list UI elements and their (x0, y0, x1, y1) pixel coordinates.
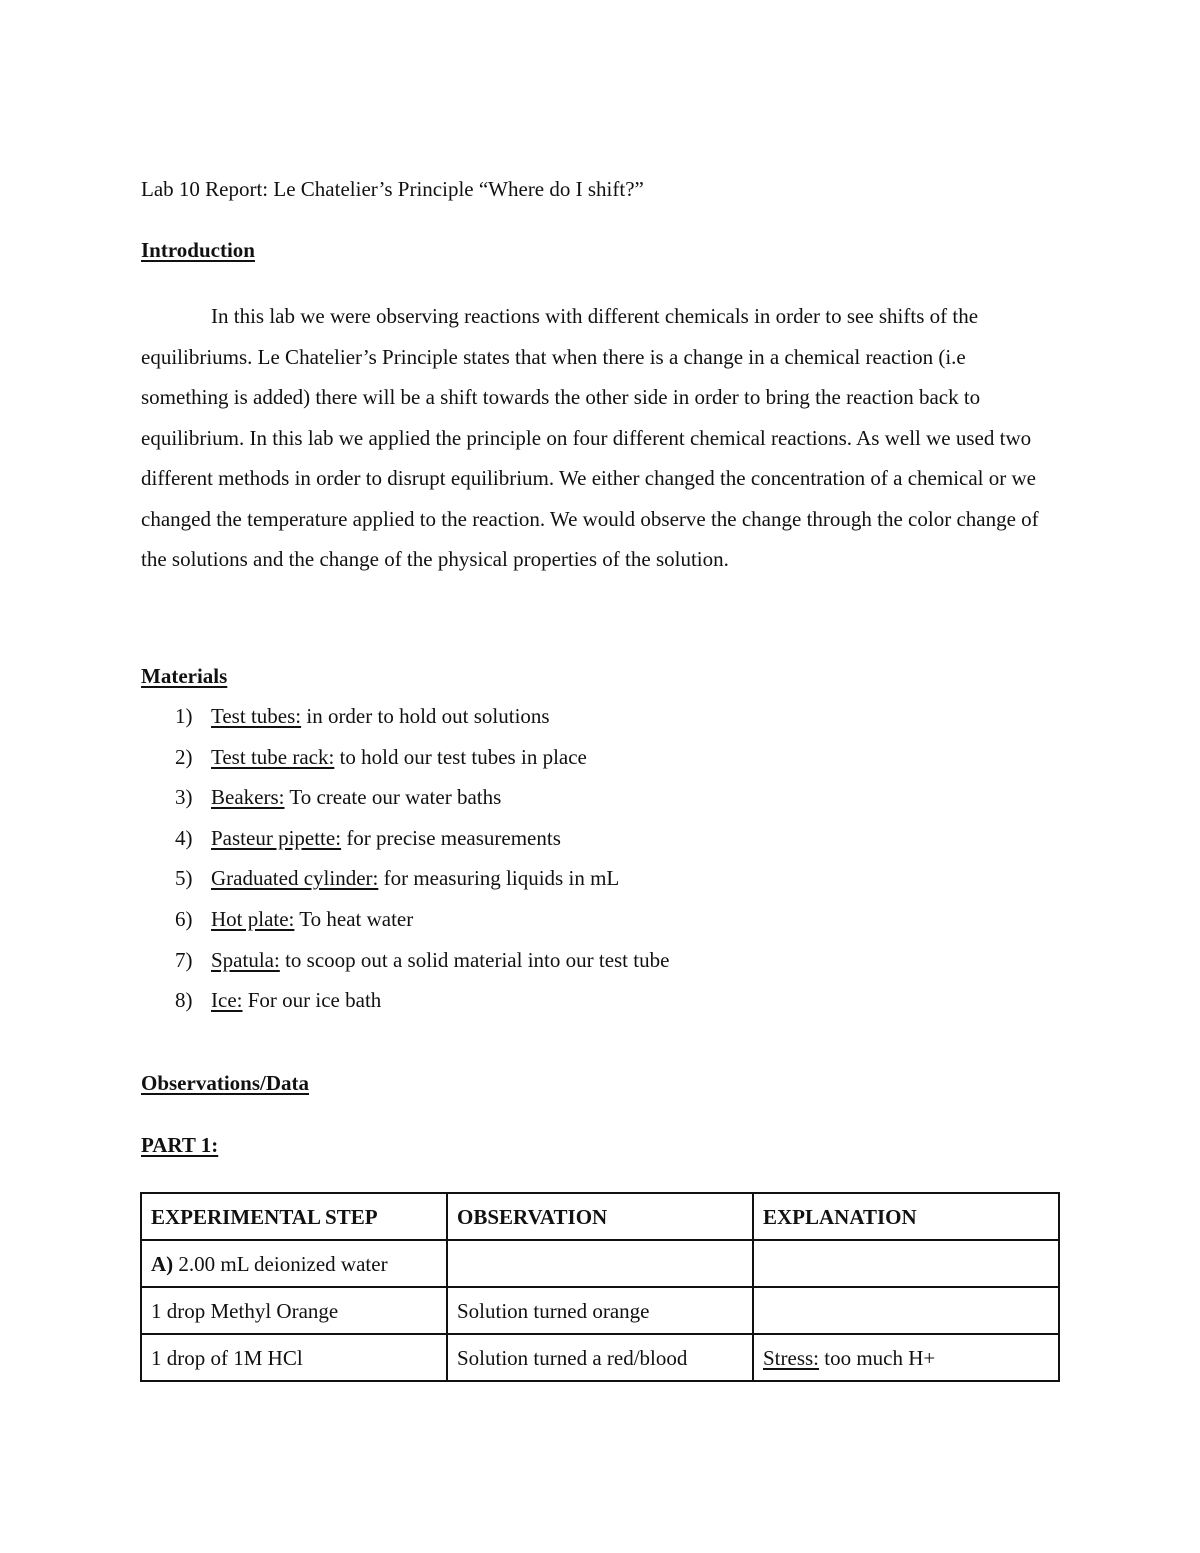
list-item-number: 7) (175, 947, 193, 972)
list-item-number: 3) (175, 785, 193, 810)
list-item (141, 743, 1041, 784)
step-cell (141, 1287, 447, 1334)
materials-heading: Materials (141, 664, 228, 688)
observations-table (140, 1192, 1060, 1382)
list-item-number: 8) (175, 988, 193, 1013)
material-term: Test tube rack: (211, 744, 335, 769)
step-cell (141, 1240, 447, 1287)
list-item-number: 2) (175, 744, 193, 769)
table-row (141, 1334, 1059, 1381)
explanation-cell (753, 1287, 1059, 1334)
materials-list (141, 702, 1041, 1027)
list-item (141, 702, 1041, 743)
material-term: Graduated cylinder: (211, 866, 379, 891)
material-description: For our ice bath (242, 988, 382, 1013)
material-description: in order to hold out solutions (301, 704, 550, 728)
material-description: to scoop out a solid material into our test tube (279, 947, 670, 972)
list-item (141, 905, 1041, 946)
column-header-observation: OBSERVATION (447, 1193, 753, 1240)
explanation-cell (753, 1240, 1059, 1287)
list-item-number: 6) (175, 906, 193, 931)
list-item (141, 946, 1041, 987)
explanation-label: Stress: (763, 1345, 820, 1370)
introduction-section (141, 296, 1051, 580)
list-item-number: 4) (175, 825, 193, 850)
list-item (141, 864, 1041, 905)
list-item (141, 783, 1041, 824)
material-description: To heat water (294, 906, 414, 931)
step-text: 1 drop Methyl Orange (151, 1298, 339, 1323)
list-item (141, 986, 1041, 1027)
observations-heading: Observations/Data (141, 1071, 309, 1095)
material-term: Beakers: (211, 785, 285, 810)
step-prefix: A) (151, 1251, 174, 1276)
step-cell (141, 1334, 447, 1381)
column-header-step: EXPERIMENTAL STEP (141, 1193, 447, 1240)
material-term: Test tubes: (211, 704, 302, 728)
material-term: Spatula: (211, 947, 280, 972)
observation-cell: Solution turned a red/blood (447, 1334, 753, 1381)
step-text: 2.00 mL deionized water (173, 1251, 388, 1276)
material-description: to hold our test tubes in place (334, 744, 587, 769)
list-item (141, 824, 1041, 865)
material-term: Ice: (211, 988, 243, 1013)
introduction-heading: Introduction (141, 238, 255, 262)
material-description: for precise measurements (341, 825, 561, 850)
part-1-heading: PART 1: (141, 1133, 219, 1157)
table-row (141, 1240, 1059, 1287)
table-row (141, 1287, 1059, 1334)
material-term: Pasteur pipette: (211, 825, 342, 850)
step-text: 1 drop of 1M HCl (151, 1345, 303, 1370)
table-header-row (141, 1193, 1059, 1240)
list-item-number: 1) (175, 704, 193, 728)
list-item-number: 5) (175, 866, 193, 891)
explanation-cell (753, 1334, 1059, 1381)
observation-cell: Solution turned orange (447, 1287, 753, 1334)
material-term: Hot plate: (211, 906, 295, 931)
material-description: To create our water baths (284, 785, 502, 810)
material-description: for measuring liquids in mL (378, 866, 620, 891)
observation-cell (447, 1240, 753, 1287)
report-title: Lab 10 Report: Le Chatelier’s Principle “Where do I shift?” (141, 177, 644, 201)
introduction-paragraph: In this lab we were observing reactions with different chemicals in order to see shifts of the equilibriums. Le Chatelier’s Principle states that when there is a change in a chemical reaction (i.e something is added) there will be a shift towards the other side in order to bring the reaction back to equilibrium. In this lab we applied the principle on four different chemical reactions. As well we used two different methods in order to disrupt equilibrium. We either changed the concentration of a chemical or we changed the temperature applied to the reaction. We would observe the change through the color change of the solutions and the change of the physical properties of the solution. (141, 304, 1039, 571)
column-header-explanation: EXPLANATION (753, 1193, 1059, 1240)
explanation-text: too much H+ (819, 1345, 936, 1370)
